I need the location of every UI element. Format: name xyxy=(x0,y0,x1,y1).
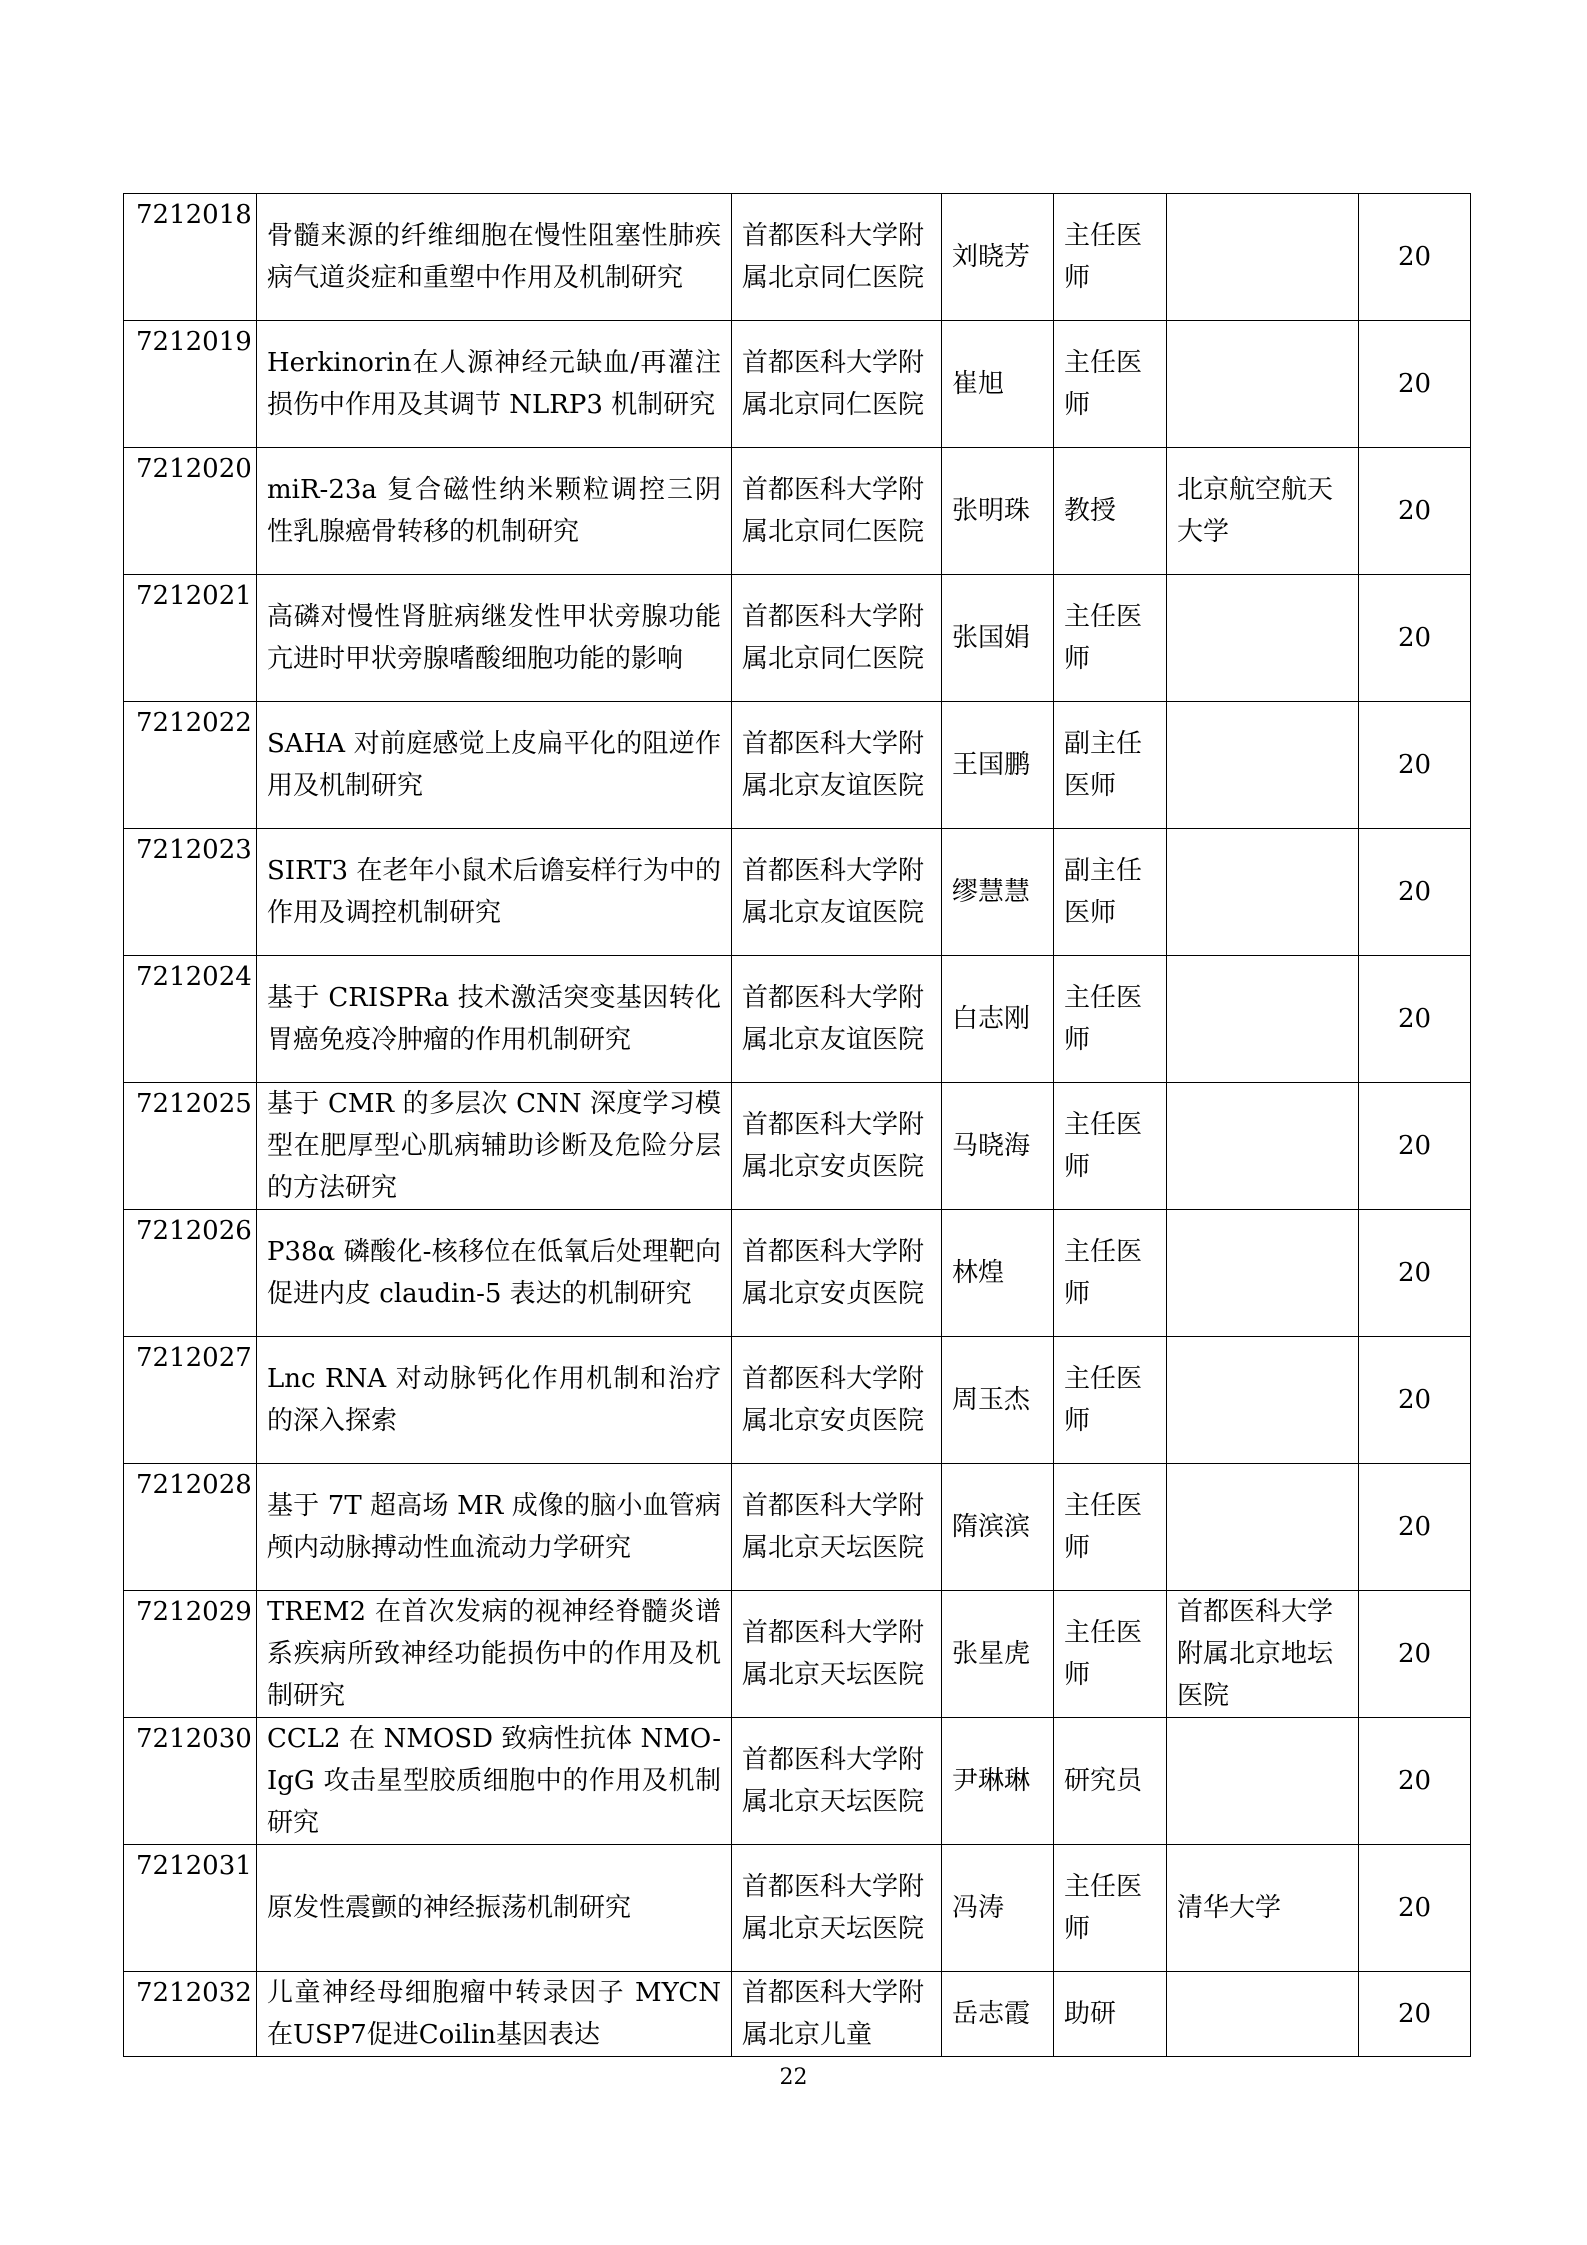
funding-amount-cell: 20 xyxy=(1359,1210,1471,1337)
host-unit-cell: 首都医科大学附属北京友谊医院 xyxy=(732,829,942,956)
host-unit-cell: 首都医科大学附属北京友谊医院 xyxy=(732,956,942,1083)
professional-title-cell: 研究员 xyxy=(1054,1718,1167,1845)
table-row xyxy=(124,448,1471,575)
host-unit-cell: 首都医科大学附属北京友谊医院 xyxy=(732,702,942,829)
project-leader-cell: 马晓海 xyxy=(942,1083,1054,1210)
funding-amount-cell: 20 xyxy=(1359,1591,1471,1718)
host-unit-cell: 首都医科大学附属北京同仁医院 xyxy=(732,575,942,702)
project-leader-cell: 张明珠 xyxy=(942,448,1054,575)
cooperating-unit-cell: 首都医科大学附属北京地坛医院 xyxy=(1167,1591,1359,1718)
project-leader-cell: 林煌 xyxy=(942,1210,1054,1337)
project-title-cell: SIRT3 在老年小鼠术后谵妄样行为中的作用及调控机制研究 xyxy=(257,829,732,956)
professional-title-cell: 主任医师 xyxy=(1054,1083,1167,1210)
professional-title-cell: 副主任医师 xyxy=(1054,829,1167,956)
project-leader-cell: 王国鹏 xyxy=(942,702,1054,829)
funding-amount-cell: 20 xyxy=(1359,1464,1471,1591)
host-unit-cell: 首都医科大学附属北京同仁医院 xyxy=(732,321,942,448)
project-id-cell: 7212028 xyxy=(124,1464,257,1591)
cooperating-unit-cell xyxy=(1167,829,1359,956)
project-id-cell: 7212027 xyxy=(124,1337,257,1464)
host-unit-cell: 首都医科大学附属北京儿童 xyxy=(732,1972,942,2057)
project-id-cell: 7212032 xyxy=(124,1972,257,2057)
table-row xyxy=(124,829,1471,956)
cooperating-unit-cell xyxy=(1167,1464,1359,1591)
cooperating-unit-cell xyxy=(1167,1083,1359,1210)
cooperating-unit-cell xyxy=(1167,1337,1359,1464)
project-leader-cell: 隋滨滨 xyxy=(942,1464,1054,1591)
cooperating-unit-cell: 北京航空航天大学 xyxy=(1167,448,1359,575)
project-title-cell: Herkinorin在人源神经元缺血/再灌注损伤中作用及其调节 NLRP3 机制研究 xyxy=(257,321,732,448)
professional-title-cell: 主任医师 xyxy=(1054,321,1167,448)
professional-title-cell: 教授 xyxy=(1054,448,1167,575)
funding-amount-cell: 20 xyxy=(1359,1718,1471,1845)
cooperating-unit-cell xyxy=(1167,194,1359,321)
host-unit-cell: 首都医科大学附属北京安贞医院 xyxy=(732,1210,942,1337)
cooperating-unit-cell xyxy=(1167,702,1359,829)
project-title-cell: Lnc RNA 对动脉钙化作用机制和治疗的深入探索 xyxy=(257,1337,732,1464)
host-unit-cell: 首都医科大学附属北京天坛医院 xyxy=(732,1591,942,1718)
project-title-cell: 基于 7T 超高场 MR 成像的脑小血管病颅内动脉搏动性血流动力学研究 xyxy=(257,1464,732,1591)
grant-table xyxy=(123,193,1471,2057)
funding-amount-cell: 20 xyxy=(1359,829,1471,956)
table-row xyxy=(124,1464,1471,1591)
project-title-cell: P38α 磷酸化-核移位在低氧后处理靶向促进内皮 claudin-5 表达的机制研究 xyxy=(257,1210,732,1337)
project-leader-cell: 周玉杰 xyxy=(942,1337,1054,1464)
project-leader-cell: 冯涛 xyxy=(942,1845,1054,1972)
table-row xyxy=(124,1845,1471,1972)
cooperating-unit-cell xyxy=(1167,1718,1359,1845)
professional-title-cell: 主任医师 xyxy=(1054,956,1167,1083)
funding-amount-cell: 20 xyxy=(1359,194,1471,321)
host-unit-cell: 首都医科大学附属北京天坛医院 xyxy=(732,1464,942,1591)
professional-title-cell: 主任医师 xyxy=(1054,1591,1167,1718)
project-id-cell: 7212029 xyxy=(124,1591,257,1718)
project-leader-cell: 岳志霞 xyxy=(942,1972,1054,2057)
project-id-cell: 7212019 xyxy=(124,321,257,448)
table-row xyxy=(124,1210,1471,1337)
project-leader-cell: 张国娟 xyxy=(942,575,1054,702)
host-unit-cell: 首都医科大学附属北京同仁医院 xyxy=(732,194,942,321)
table-row xyxy=(124,702,1471,829)
funding-amount-cell: 20 xyxy=(1359,956,1471,1083)
table-row xyxy=(124,1337,1471,1464)
professional-title-cell: 主任医师 xyxy=(1054,1464,1167,1591)
cooperating-unit-cell xyxy=(1167,956,1359,1083)
project-leader-cell: 张星虎 xyxy=(942,1591,1054,1718)
funding-amount-cell: 20 xyxy=(1359,1845,1471,1972)
professional-title-cell: 主任医师 xyxy=(1054,1210,1167,1337)
host-unit-cell: 首都医科大学附属北京同仁医院 xyxy=(732,448,942,575)
host-unit-cell: 首都医科大学附属北京天坛医院 xyxy=(732,1718,942,1845)
professional-title-cell: 副主任医师 xyxy=(1054,702,1167,829)
funding-amount-cell: 20 xyxy=(1359,448,1471,575)
cooperating-unit-cell xyxy=(1167,321,1359,448)
project-id-cell: 7212030 xyxy=(124,1718,257,1845)
project-leader-cell: 尹琳琳 xyxy=(942,1718,1054,1845)
table-row xyxy=(124,321,1471,448)
table-row xyxy=(124,194,1471,321)
professional-title-cell: 助研 xyxy=(1054,1972,1167,2057)
project-id-cell: 7212023 xyxy=(124,829,257,956)
funding-amount-cell: 20 xyxy=(1359,575,1471,702)
project-id-cell: 7212021 xyxy=(124,575,257,702)
table-row xyxy=(124,956,1471,1083)
project-title-cell: TREM2 在首次发病的视神经脊髓炎谱系疾病所致神经功能损伤中的作用及机制研究 xyxy=(257,1591,732,1718)
project-title-cell: miR-23a 复合磁性纳米颗粒调控三阴性乳腺癌骨转移的机制研究 xyxy=(257,448,732,575)
project-id-cell: 7212018 xyxy=(124,194,257,321)
table-row xyxy=(124,1083,1471,1210)
project-title-cell: 儿童神经母细胞瘤中转录因子 MYCN 在USP7促进Coilin基因表达 xyxy=(257,1972,732,2057)
cooperating-unit-cell xyxy=(1167,575,1359,702)
project-title-cell: SAHA 对前庭感觉上皮扁平化的阻逆作用及机制研究 xyxy=(257,702,732,829)
cooperating-unit-cell: 清华大学 xyxy=(1167,1845,1359,1972)
project-id-cell: 7212025 xyxy=(124,1083,257,1210)
project-title-cell: 基于 CMR 的多层次 CNN 深度学习模型在肥厚型心肌病辅助诊断及危险分层的方法研究 xyxy=(257,1083,732,1210)
project-title-cell: 基于 CRISPRa 技术激活突变基因转化胃癌免疫冷肿瘤的作用机制研究 xyxy=(257,956,732,1083)
funding-amount-cell: 20 xyxy=(1359,1083,1471,1210)
table-body xyxy=(124,194,1471,2057)
table-row xyxy=(124,1972,1471,2057)
cooperating-unit-cell xyxy=(1167,1972,1359,2057)
professional-title-cell: 主任医师 xyxy=(1054,1337,1167,1464)
professional-title-cell: 主任医师 xyxy=(1054,575,1167,702)
funding-amount-cell: 20 xyxy=(1359,702,1471,829)
project-leader-cell: 缪慧慧 xyxy=(942,829,1054,956)
funding-amount-cell: 20 xyxy=(1359,321,1471,448)
cooperating-unit-cell xyxy=(1167,1210,1359,1337)
project-id-cell: 7212031 xyxy=(124,1845,257,1972)
project-leader-cell: 崔旭 xyxy=(942,321,1054,448)
project-title-cell: CCL2 在 NMOSD 致病性抗体 NMO-IgG 攻击星型胶质细胞中的作用及机制研究 xyxy=(257,1718,732,1845)
project-title-cell: 骨髓来源的纤维细胞在慢性阻塞性肺疾病气道炎症和重塑中作用及机制研究 xyxy=(257,194,732,321)
project-title-cell: 高磷对慢性肾脏病继发性甲状旁腺功能亢进时甲状旁腺嗜酸细胞功能的影响 xyxy=(257,575,732,702)
professional-title-cell: 主任医师 xyxy=(1054,194,1167,321)
host-unit-cell: 首都医科大学附属北京安贞医院 xyxy=(732,1083,942,1210)
professional-title-cell: 主任医师 xyxy=(1054,1845,1167,1972)
project-id-cell: 7212022 xyxy=(124,702,257,829)
funding-amount-cell: 20 xyxy=(1359,1337,1471,1464)
project-title-cell: 原发性震颤的神经振荡机制研究 xyxy=(257,1845,732,1972)
host-unit-cell: 首都医科大学附属北京安贞医院 xyxy=(732,1337,942,1464)
funding-amount-cell: 20 xyxy=(1359,1972,1471,2057)
table-row xyxy=(124,1591,1471,1718)
project-leader-cell: 刘晓芳 xyxy=(942,194,1054,321)
host-unit-cell: 首都医科大学附属北京天坛医院 xyxy=(732,1845,942,1972)
project-id-cell: 7212024 xyxy=(124,956,257,1083)
project-id-cell: 7212026 xyxy=(124,1210,257,1337)
page-number: 22 xyxy=(779,2065,808,2090)
project-id-cell: 7212020 xyxy=(124,448,257,575)
table-row xyxy=(124,575,1471,702)
project-leader-cell: 白志刚 xyxy=(942,956,1054,1083)
table-row xyxy=(124,1718,1471,1845)
